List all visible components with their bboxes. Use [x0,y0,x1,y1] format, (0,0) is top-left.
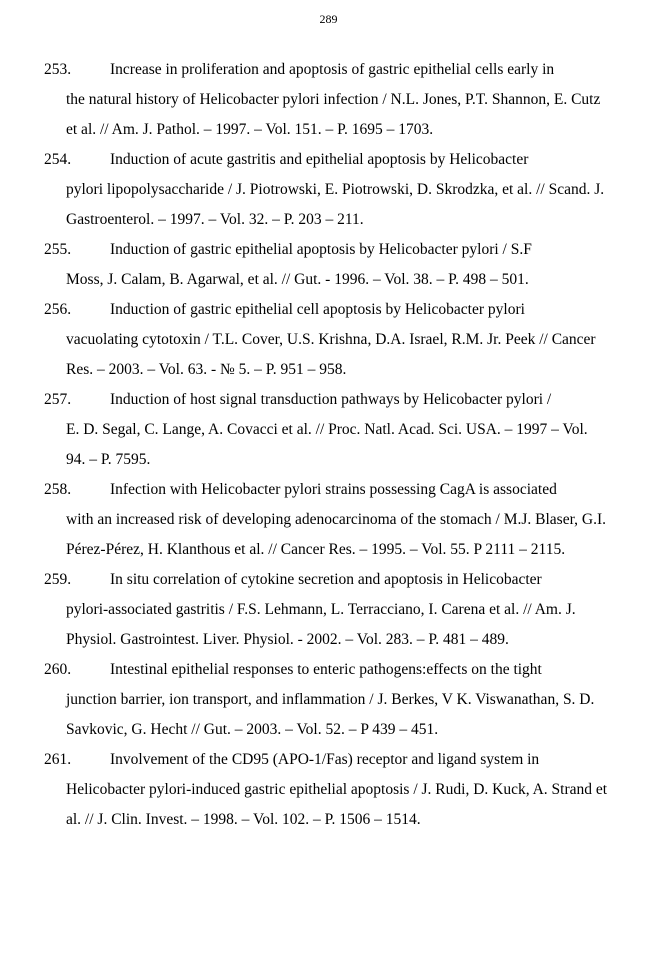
reference-number: 261. [44,751,72,768]
reference-text: E. D. Segal, C. Lange, A. Covacci et al. // Proc. Natl. Acad. Sci. USA. – 1997 – Vol. 94. – P. 7595. [66,421,588,468]
reference-item [44,655,610,745]
reference-title-line: Infection with Helicobacter pylori strains possessing CagA is associated [110,481,557,498]
reference-number: 258. [44,481,72,498]
reference-number: 253. [44,61,72,78]
reference-item [44,295,610,385]
reference-number: 255. [44,241,72,258]
reference-item [44,565,610,655]
reference-text: with an increased risk of developing adenocarcinoma of the stomach / M.J. Blaser, G.I. Pérez-Pérez, H. Klanthous et al. // Cancer Res. – 1995. – Vol. 55. P 2111 – 2115. [66,511,606,558]
reference-number: 257. [44,391,72,408]
reference-title-line: Increase in proliferation and apoptosis of gastric epithelial cells early in [110,61,555,78]
reference-title-line: In situ correlation of cytokine secretion and apoptosis in Helicobacter [110,571,542,588]
reference-text: pylori-associated gastritis / F.S. Lehmann, L. Terracciano, I. Carena et al. // Am. J. Physiol. Gastrointest. Liver. Physiol. - 2002. – Vol. 283. – P. 481 – 489. [66,601,576,648]
reference-text: Moss, J. Calam, B. Agarwal, et al. // Gut. - 1996. – Vol. 38. – P. 498 – 501. [66,271,529,288]
reference-text: the natural history of Helicobacter pylori infection / N.L. Jones, P.T. Shannon, E. Cutz et al. // Am. J. Pathol. – 1997. – Vol. 151. – P. 1695 – 1703. [66,91,601,138]
reference-item [44,145,610,235]
reference-title-line: Involvement of the CD95 (APO-1/Fas) receptor and ligand system in [110,751,540,768]
page-number: 289 [319,12,338,26]
reference-title-line: Intestinal epithelial responses to enteric pathogens:effects on the tight [110,661,542,678]
reference-item [44,475,610,565]
reference-title-line: Induction of gastric epithelial cell apoptosis by Helicobacter pylori [110,301,525,318]
reference-number: 254. [44,151,72,168]
reference-text: pylori lipopolysaccharide / J. Piotrowski, E. Piotrowski, D. Skrodzka, et al. // Scand. J. Gastroenterol. – 1997. – Vol. 32. – P. 203 – 211. [66,181,605,228]
reference-item [44,235,610,295]
reference-item [44,745,610,835]
reference-number: 259. [44,571,72,588]
reference-number: 256. [44,301,72,318]
reference-list [44,55,610,835]
reference-title-line: Induction of gastric epithelial apoptosis by Helicobacter pylori / S.F [110,241,532,258]
reference-title-line: Induction of acute gastritis and epithelial apoptosis by Helicobacter [110,151,529,168]
reference-item [44,385,610,475]
reference-text: junction barrier, ion transport, and inflammation / J. Berkes, V K. Viswanathan, S. D. Savkovic, G. Hecht // Gut. – 2003. – Vol. 52. – P 439 – 451. [66,691,595,738]
reference-text: Helicobacter pylori-induced gastric epithelial apoptosis / J. Rudi, D. Kuck, A. Strand et al. // J. Clin. Invest. – 1998. – Vol. 102. – P. 1506 – 1514. [66,781,608,828]
reference-title-line: Induction of host signal transduction pathways by Helicobacter pylori / [110,391,552,408]
reference-item [44,55,610,145]
reference-number: 260. [44,661,72,678]
reference-text: vacuolating cytotoxin / T.L. Cover, U.S. Krishna, D.A. Israel, R.M. Jr. Peek // Cancer Res. – 2003. – Vol. 63. - № 5. – P. 951 – 958. [66,331,596,378]
